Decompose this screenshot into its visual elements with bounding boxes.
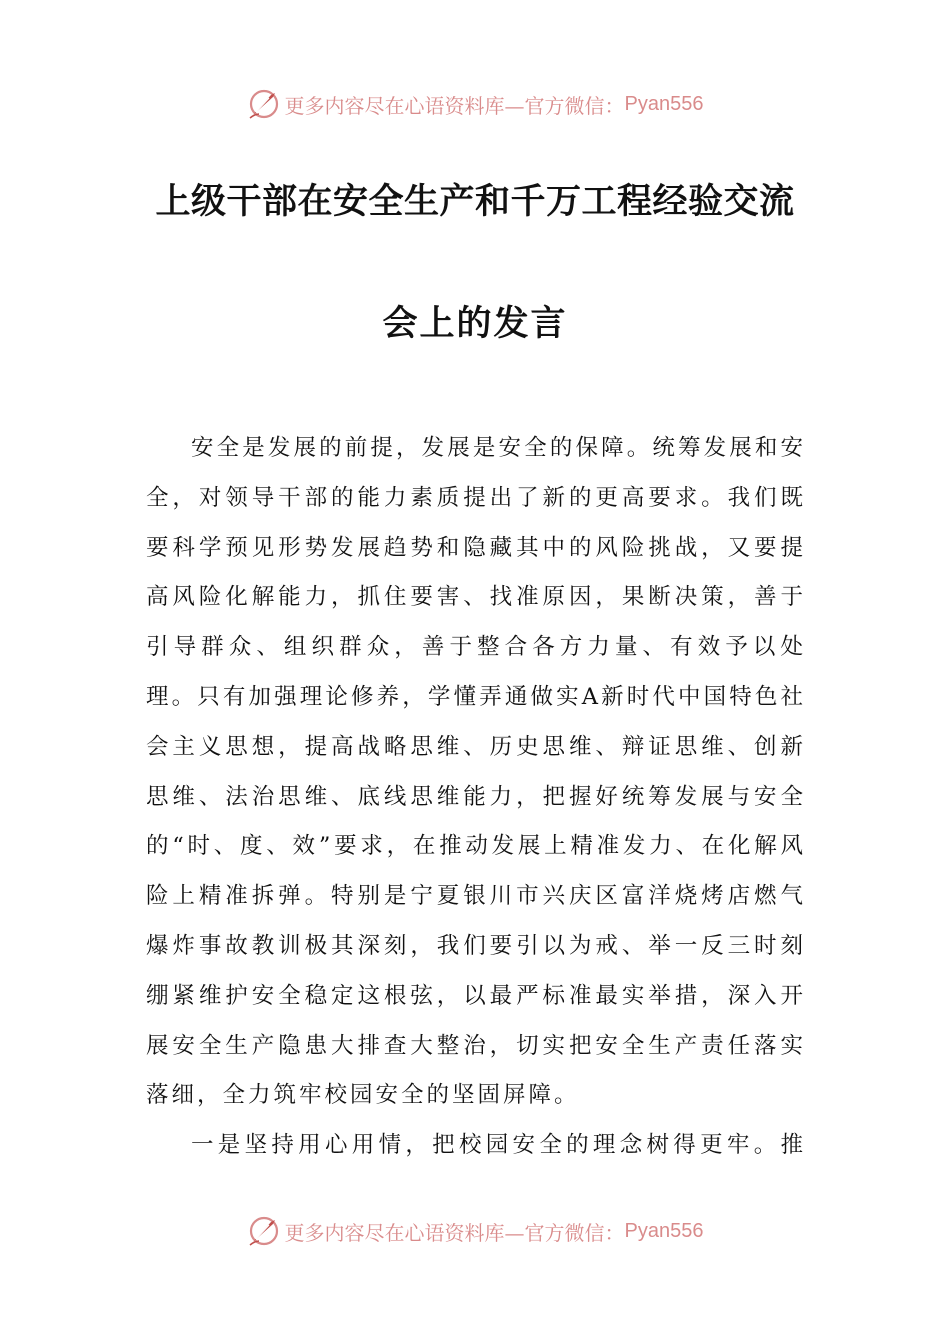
body-paragraph: 安全是发展的前提，发展是安全的保障。统筹发展和安全，对领导干部的能力素质提出了新的更高要求。我们既要科学预见形势发展趋势和隐藏其中的风险挑战，又要提高风险化解能力，抓住要害、找准原因，果断决策，善于引导群众、组织群众，善于整合各方力量、有效予以处理。只有加强理论修养，学懂弄通做实A新时代中国特色社会主义思想，提高战略思维、历史思维、辩证思维、创新思维、法治思维、底线思维能力，把握好统筹发展与安全的“时、度、效”要求，在推动发展上精准发力、在化解风险上精准拆弹。特别是宁夏银川市兴庆区富洋烧烤店燃气爆炸事故教训极其深刻，我们要引以为戒、举一反三时刻绷紧维护安全稳定这根弦，以最严标准最实举措，深入开展安全生产隐患大排查大整治，切实把安全生产责任落实落细，全力筑牢校园安全的坚固屏障。 — [146, 435, 806, 1109]
quill-pen-logo-icon — [247, 1214, 281, 1248]
watermark-text: 更多内容尽在心语资料库—官方微信： — [284, 1220, 625, 1245]
watermark-text: 更多内容尽在心语资料库—官方微信： — [284, 93, 625, 118]
document-body — [146, 424, 806, 1171]
header-watermark — [0, 84, 950, 124]
footer-watermark — [0, 1211, 950, 1251]
body-paragraph: 一是坚持用心用情，把校园安全的理念树得更牢。推 — [191, 1132, 806, 1159]
watermark-wechat-id: Pyan556 — [624, 92, 704, 115]
watermark-wechat-id: Pyan556 — [624, 1219, 704, 1242]
document-title-line-2: 会上的发言 — [382, 304, 568, 344]
quill-pen-logo-icon — [247, 87, 281, 121]
document-title-line-1: 上级干部在安全生产和千万工程经验交流 — [155, 182, 795, 222]
